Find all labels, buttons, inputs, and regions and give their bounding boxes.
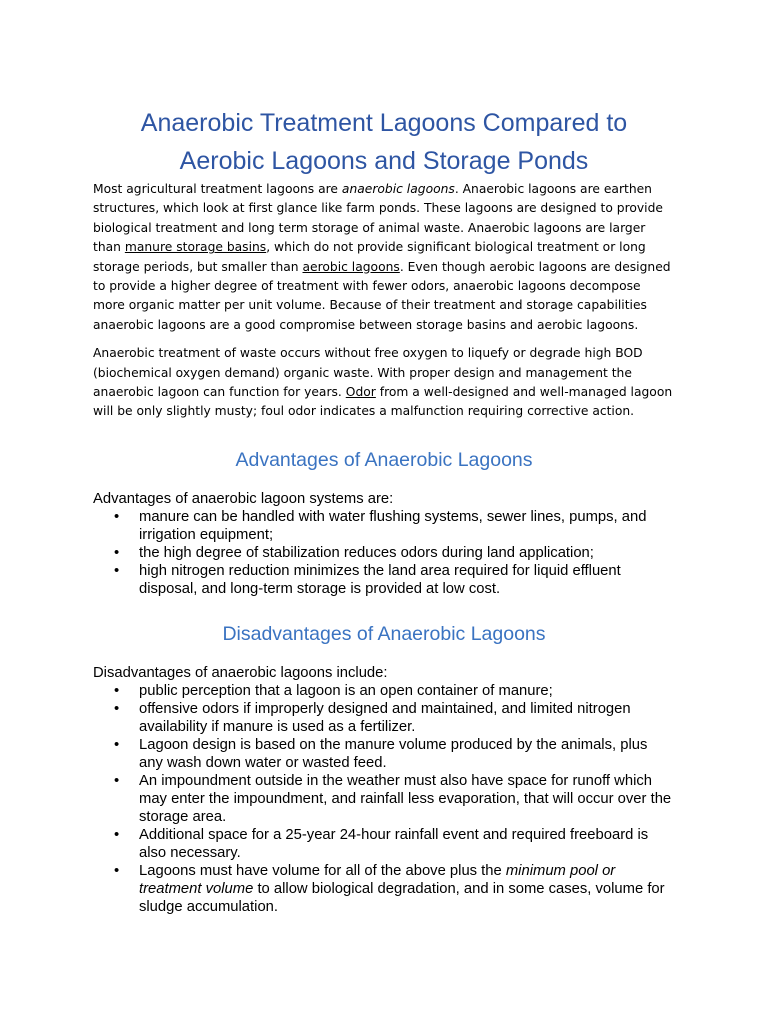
list-item bbox=[93, 682, 675, 700]
list-item-text: public perception that a lagoon is an open container of manure; bbox=[139, 682, 553, 699]
text-run: Most agricultural treatment lagoons are bbox=[93, 182, 342, 196]
intro-paragraph bbox=[93, 180, 675, 335]
text-run: . Anaerobic lagoons are earthen structures, which look at first glance like farm ponds. These lagoons are designed to provide biological treatment and long term storage of animal waste. Anaerobic lagoons are larger than bbox=[93, 182, 663, 255]
bullet-icon: • bbox=[114, 562, 120, 579]
bullet-icon: • bbox=[114, 736, 120, 753]
emphasis-anaerobic-lagoons: anaerobic lagoons bbox=[341, 182, 455, 196]
list-item bbox=[93, 862, 675, 916]
link-aerobic-lagoons[interactable]: aerobic lagoons bbox=[302, 259, 400, 274]
text-run: . Even though aerobic lagoons are designed to provide a higher degree of treatment with fewer odors, anaerobic lagoons decompose more organic matter per unit volume. Because of their treatment and storage capabilities anaerobic lagoons are a good compromise between storage basins and aerobic lagoons. bbox=[93, 259, 671, 332]
list-item bbox=[93, 736, 675, 772]
list-item bbox=[93, 562, 675, 598]
list-item-text: Lagoon design is based on the manure volume produced by the animals, plus any wash down water or wasted feed. bbox=[139, 736, 648, 771]
bullet-icon: • bbox=[114, 862, 120, 879]
text-run: Lagoons must have volume for all of the above plus the bbox=[139, 862, 506, 879]
text-run: from a well-designed and well-managed lagoon will be only slightly musty; foul odor indicates a malfunction requiring corrective action. bbox=[93, 385, 673, 419]
link-odor[interactable]: Odor bbox=[345, 385, 376, 400]
list-item-text: high nitrogen reduction minimizes the land area required for liquid effluent disposal, and long-term storage is provided at low cost. bbox=[139, 562, 621, 597]
list-item bbox=[93, 700, 675, 736]
bullet-icon: • bbox=[114, 508, 120, 525]
bullet-icon: • bbox=[114, 700, 120, 717]
list-item-text: Additional space for a 25-year 24-hour rainfall event and required freeboard is also necessary. bbox=[139, 826, 649, 861]
bullet-icon: • bbox=[114, 826, 120, 843]
list-item bbox=[93, 772, 675, 826]
link-manure-storage-basins[interactable]: manure storage basins bbox=[124, 240, 267, 255]
list-item bbox=[93, 826, 675, 862]
list-item bbox=[93, 544, 675, 562]
disadvantages-heading: Disadvantages of Anaerobic Lagoons bbox=[222, 622, 546, 645]
bullet-icon: • bbox=[114, 682, 120, 699]
list-item-text: An impoundment outside in the weather must also have space for runoff which may enter the impoundment, and rainfall less evaporation, that will occur over the storage area. bbox=[139, 772, 672, 825]
disadvantages-intro: Disadvantages of anaerobic lagoons include: bbox=[93, 664, 388, 681]
advantages-heading: Advantages of Anaerobic Lagoons bbox=[235, 448, 533, 471]
title-line-2: Aerobic Lagoons and Storage Ponds bbox=[179, 147, 589, 175]
list-item bbox=[93, 508, 675, 544]
text-run: to allow biological degradation, and in some cases, volume for sludge accumulation. bbox=[139, 880, 665, 915]
title-line-1: Anaerobic Treatment Lagoons Compared to bbox=[140, 109, 628, 137]
advantages-intro: Advantages of anaerobic lagoon systems are: bbox=[93, 490, 394, 507]
text-run: Anaerobic treatment of waste occurs without free oxygen to liquefy or degrade high BOD (biochemical oxygen demand) organic waste. With proper design and management the anaerobic lagoon can function for years. bbox=[93, 346, 643, 400]
bullet-icon: • bbox=[114, 772, 120, 789]
list-item-text: the high degree of stabilization reduces odors during land application; bbox=[139, 544, 594, 561]
disadvantages-list bbox=[93, 682, 675, 916]
treatment-paragraph bbox=[93, 344, 675, 422]
list-item-text: offensive odors if improperly designed and maintained, and limited nitrogen availability if manure is used as a fertilizer. bbox=[139, 700, 631, 735]
list-item-text: manure can be handled with water flushing systems, sewer lines, pumps, and irrigation equipment; bbox=[139, 508, 647, 543]
bullet-icon: • bbox=[114, 544, 120, 561]
page-title bbox=[93, 0, 675, 180]
emphasis-minimum-pool: minimum pool or treatment volume bbox=[139, 862, 616, 897]
text-run: , which do not provide significant biological treatment or long storage periods, but smaller than bbox=[93, 240, 646, 274]
advantages-list bbox=[93, 508, 675, 598]
